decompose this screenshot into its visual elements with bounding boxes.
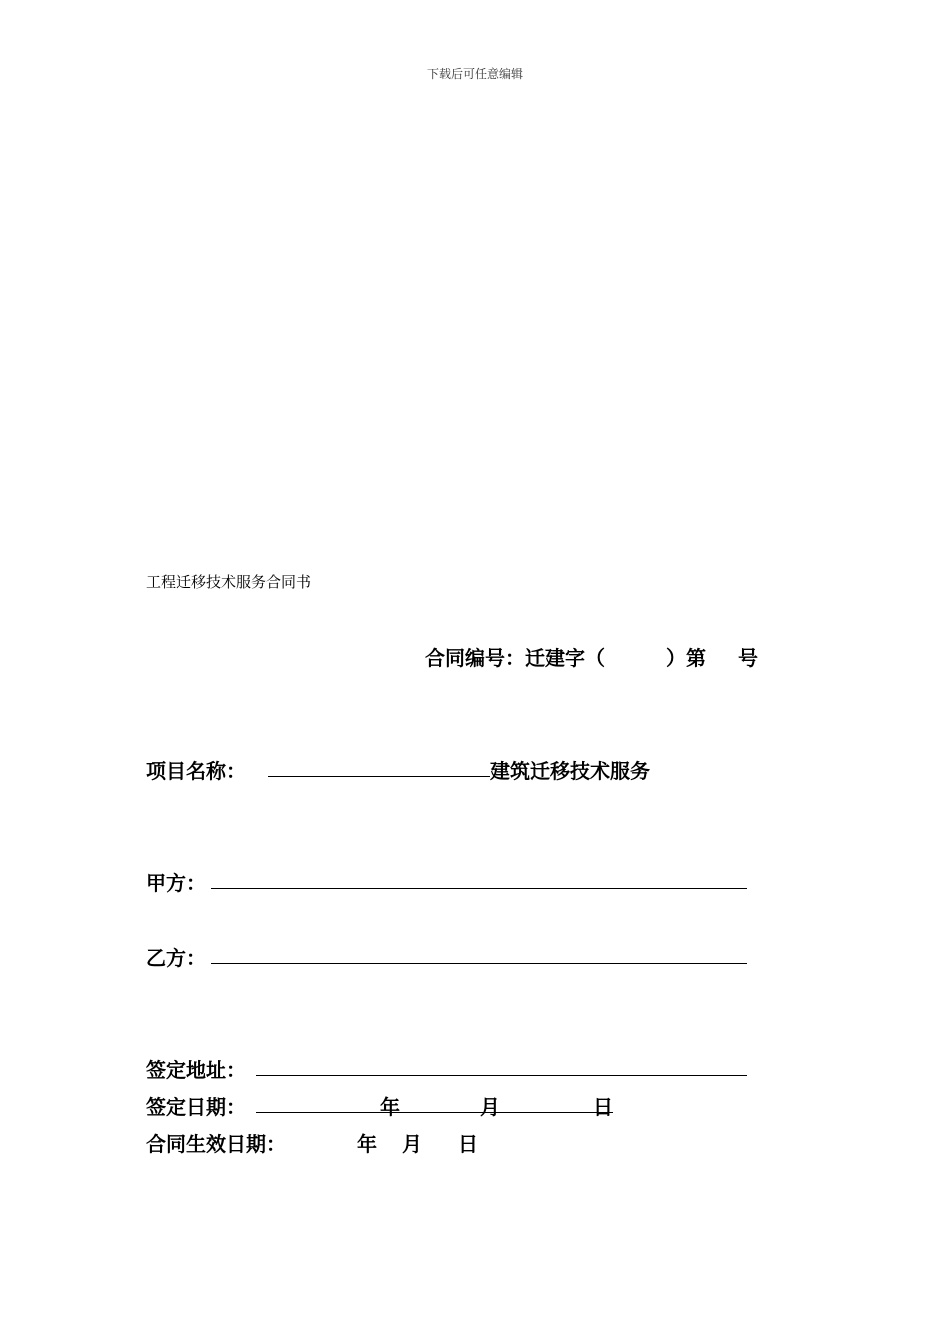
contract-number-suffix: 号 [738,646,758,670]
sign-date-month: 月 [480,1095,500,1119]
sign-address-blank[interactable] [256,1075,747,1076]
sign-date-blank[interactable] [256,1112,613,1113]
party-a-blank[interactable] [211,888,747,889]
project-name-value: 建筑迁移技术服务 [490,759,650,783]
sign-address-label: 签定地址： [146,1058,246,1082]
effective-date-month: 月 [402,1132,422,1156]
contract-number-label: 合同编号：迁建字（ [425,646,605,670]
party-b-blank[interactable] [211,963,747,964]
sign-date-label: 签定日期： [146,1095,246,1119]
contract-number-close-paren: ）第 [666,646,706,670]
project-name-label: 项目名称： [146,759,246,783]
project-name-blank[interactable] [268,776,490,777]
document-title: 工程迁移技术服务合同书 [146,573,312,591]
effective-date-year: 年 [357,1132,377,1156]
header-note: 下载后可任意编辑 [426,67,523,81]
effective-date-day: 日 [458,1132,478,1156]
sign-date-year: 年 [380,1095,400,1119]
sign-date-day: 日 [593,1095,613,1119]
party-b-label: 乙方： [146,946,206,970]
effective-date-label: 合同生效日期： [146,1132,286,1156]
party-a-label: 甲方： [146,871,206,895]
